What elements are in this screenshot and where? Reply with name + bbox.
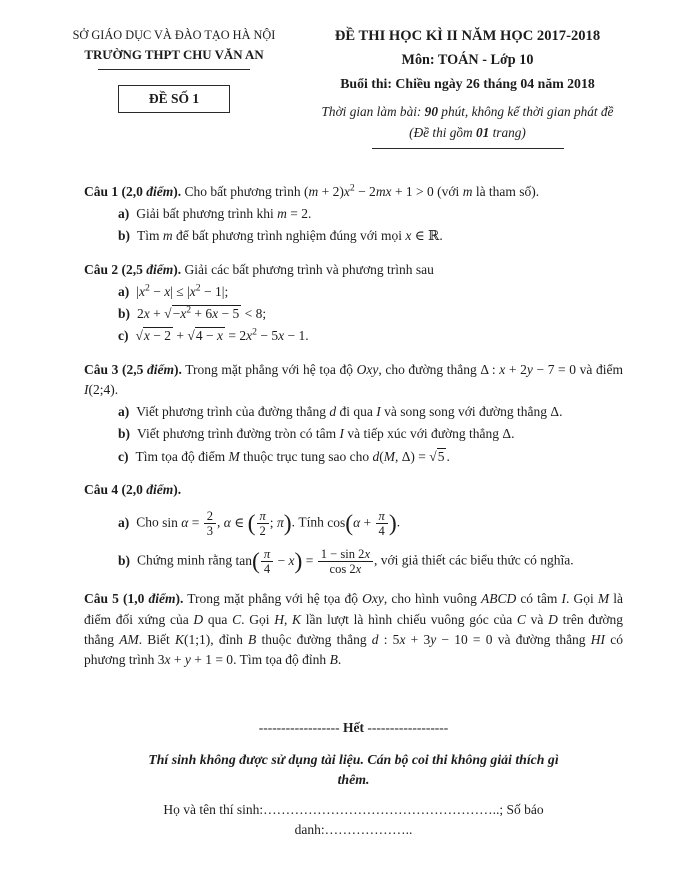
- questions-area: [0, 149, 681, 841]
- subject-line: Môn: TOÁN - Lớp 10: [401, 51, 534, 68]
- question-intro: [84, 589, 623, 670]
- school-block: [60, 26, 288, 113]
- part-row: [118, 304, 623, 324]
- part-key: b): [118, 426, 131, 442]
- exam-rules-note: Thí sinh không được sử dụng tài liệu. Cán bộ coi thi không giải thích gì thêm.: [148, 751, 559, 788]
- session-line: Buổi thi: Chiều ngày 26 tháng 04 năm 2018: [340, 76, 595, 92]
- question-intro: [84, 260, 623, 280]
- part-key: a): [118, 283, 130, 299]
- page-count-line: (Đề thi gồm 01 trang): [409, 124, 526, 140]
- part-text: $|x^2 - x| \le |x^2 - 1|$;: [136, 282, 229, 299]
- part-text: Giải bất phương trình khi m = 2.: [136, 206, 312, 221]
- part-key: a): [118, 404, 130, 419]
- part-row: [118, 509, 623, 538]
- question-intro: [84, 360, 623, 401]
- exam-header: [0, 0, 681, 149]
- question-intro-text: Giải các bất phương trình và phương trình sau: [184, 261, 434, 277]
- exam-footer: [84, 718, 623, 840]
- part-row: [118, 204, 623, 224]
- part-key: c): [118, 448, 129, 464]
- question-1: [84, 182, 623, 247]
- part-row: [118, 424, 623, 444]
- part-row: [118, 547, 623, 576]
- exam-code-box: ĐỀ SỐ 1: [118, 85, 230, 113]
- school-name: TRƯỜNG THPT CHU VĂN AN: [84, 48, 264, 63]
- part-key: a): [118, 514, 130, 530]
- question-intro: [84, 182, 623, 202]
- exam-title-block: [288, 26, 641, 149]
- candidate-fields-line: Họ và tên thí sinh:……………………………………………..; Số báo danh:………………..: [163, 801, 544, 838]
- question-parts: [118, 204, 623, 247]
- question-intro-text: Trong mặt phẳng với hệ tọa độ Oxy, cho hình vuông ABCD có tâm I. Gọi M là điểm đối xứng của D qua C. Gọi H, K lần lượt là hình chiếu vuông góc của C và D trên đường thẳng AM. Biết K(1;1), đỉnh B thuộc đường thẳng d : 5x + 3y − 10 = 0 và đường thẳng HI có phương trình 3x + y + 1 = 0. Tìm tọa độ đỉnh B.: [84, 591, 624, 667]
- part-text: $√x - 2 + √4 - x = 2x^2 - 5x - 1$.: [135, 326, 309, 344]
- end-divider-line: ------------------ Hết ------------------: [258, 720, 449, 736]
- question-intro: [84, 480, 623, 500]
- exam-title: ĐỀ THI HỌC KÌ II NĂM HỌC 2017-2018: [334, 28, 601, 44]
- part-text: Viết phương trình đường tròn có tâm I và tiếp xúc với đường thẳng Δ.: [137, 426, 515, 442]
- part-key: c): [118, 328, 129, 344]
- part-key: b): [118, 552, 131, 568]
- part-row: [118, 226, 623, 246]
- part-key: b): [118, 306, 131, 321]
- part-key: b): [118, 228, 131, 244]
- question-parts: [118, 509, 623, 576]
- question-label: Câu 4 (2,0 điểm).: [84, 481, 182, 497]
- question-label: Câu 5 (1,0 điểm).: [84, 591, 184, 607]
- duration-line: Thời gian làm bài: 90 phút, không kể thời gian phát đề: [321, 103, 614, 119]
- part-row: [118, 326, 623, 346]
- part-text: Cho sin α = $\frac{2}{3}$ , α ∈ ( $\frac{\pi}{2}$ ; π). Tính cos(α + $\frac{\pi}{4}$ ).: [136, 509, 401, 539]
- question-2: [84, 260, 623, 347]
- question-label: Câu 2 (2,5 điểm).: [84, 261, 182, 277]
- question-parts: [118, 402, 623, 467]
- question-3: [84, 360, 623, 467]
- part-text: $2x + √-x^2 + 6x - 5 < 8$;: [137, 304, 267, 321]
- part-text: Viết phương trình của đường thẳng d đi qua I và song song với đường thẳng Δ.: [136, 404, 563, 419]
- question-intro-text: Cho bất phương trình $(m + 2)x^2 - 2mx + 1 > 0$ (với m là tham số).: [184, 182, 540, 199]
- question-parts: [118, 282, 623, 347]
- question-5: [84, 589, 623, 670]
- header-underline-divider: [372, 148, 564, 149]
- part-text: Chứng minh rằng tan( $\frac{\pi}{4}$ − x) = $\frac{1 - \sin 2x}{\cos 2x}$ , với giả thiết các biểu thức có nghĩa.: [137, 547, 574, 577]
- question-label: Câu 1 (2,0 điểm).: [84, 183, 182, 199]
- department-name: SỞ GIÁO DỤC VÀ ĐÀO TẠO HÀ NỘI: [72, 28, 276, 42]
- part-key: a): [118, 206, 130, 221]
- part-text: Tìm m để bất phương trình nghiệm đúng với mọi x ∈ ℝ.: [137, 228, 443, 244]
- part-row: [118, 447, 623, 467]
- part-row: [118, 282, 623, 302]
- part-text: Tìm tọa độ điểm M thuộc trục tung sao cho d(M, Δ) = √5 .: [135, 448, 450, 464]
- question-intro-text: Trong mặt phẳng với hệ tọa độ Oxy, cho đường thẳng Δ : x + 2y − 7 = 0 và điểm I(2;4).: [84, 361, 623, 397]
- question-4: [84, 480, 623, 577]
- question-label: Câu 3 (2,5 điểm).: [84, 361, 182, 377]
- part-row: [118, 402, 623, 422]
